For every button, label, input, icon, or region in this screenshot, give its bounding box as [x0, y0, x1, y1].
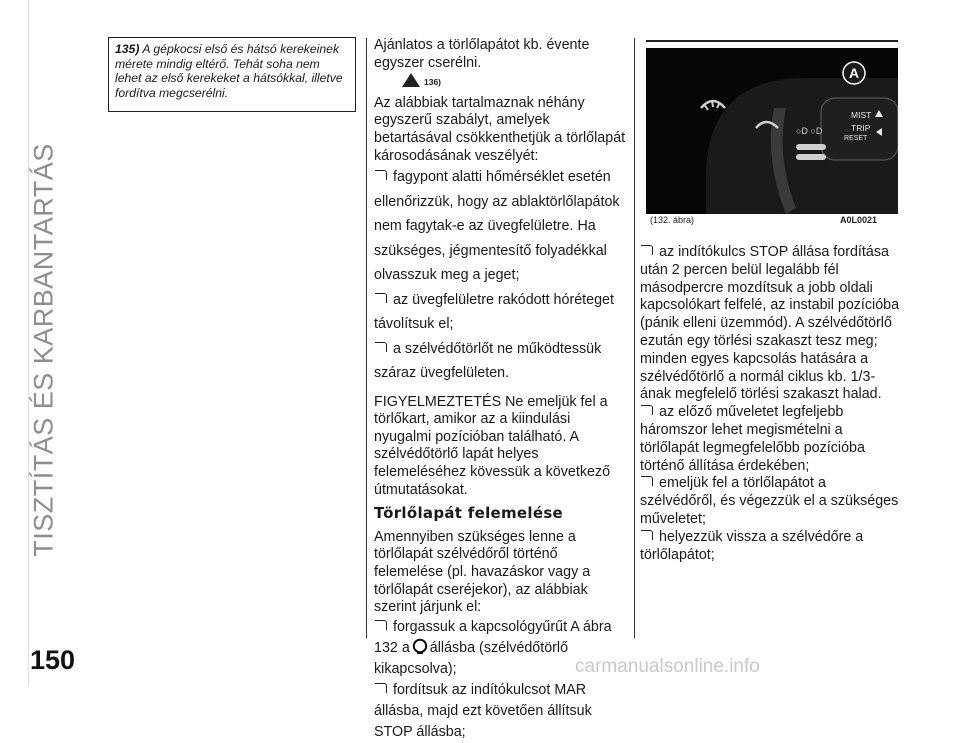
bullet-icon — [641, 405, 653, 415]
right-column — [640, 244, 902, 564]
note-ref: 135) — [115, 42, 140, 56]
bullet-icon — [375, 620, 387, 630]
bullet-icon — [375, 342, 387, 352]
list-item: az előző műveletet legfeljebb háromszor lehet megismételni a törlőlapát legmegfelelőbb pozícióba történő állítása érdekében; — [640, 404, 865, 474]
warning-paragraph: FIGYELMEZTETÉS Ne emeljük fel a törlőkart, amikor az a kiindulási nyugalmi pozícióban található. A szélvédőtörlő lapát helyes felemeléséhez kövessük a következő útmutatásokat. — [374, 393, 611, 498]
reset-label: RESET — [844, 135, 868, 142]
procedure-list — [374, 617, 629, 743]
procedure-paragraph: Amennyiben szükséges lenne a törlőlapát szélvédőről történő felemelése (pl. havazáskor vagy a törlőlapát cseréjekor), az alábbiak szerint járjunk el: — [374, 528, 591, 616]
trip-label: TRIP — [851, 123, 871, 133]
section-heading: Törlőlapát felemelése — [374, 504, 564, 523]
bullet-icon — [641, 530, 653, 540]
list-item: helyezzük vissza a szélvédőre a törlőlapátot; — [640, 528, 864, 563]
page-number: 150 — [30, 645, 76, 675]
ring-position-icon — [412, 638, 428, 654]
section-title: TISZTÍTÁS ÉS KARBANTARTÁS — [28, 143, 59, 557]
list-item: forgassuk a kapcsológyűrűt A ábra 132 a állásba (szélvédőtörlő kikapcsolva); — [374, 618, 612, 677]
list-item: emeljük fel a törlőlapátot a szélvédőről, és végezzük el a szükséges műveletet; — [640, 475, 899, 527]
note-text: A gépkocsi első és hátsó kerekeinek mérete mindig eltérő. Tehát soha nem lehet az első kerekeket a hátsókkal, illetve fordítva megcserélni. — [115, 42, 343, 100]
figure-caption: (132. ábra) — [650, 215, 695, 225]
wiper-stalk-illustration — [646, 48, 898, 214]
warning-ref: 136) — [374, 73, 629, 92]
bullet-icon — [641, 245, 653, 255]
bullet-icon — [641, 476, 653, 486]
bullet-icon — [375, 293, 387, 303]
figure-top-rule — [646, 40, 898, 42]
column-divider-1 — [366, 38, 367, 638]
bullet-icon — [375, 170, 387, 180]
warning-triangle-icon — [402, 73, 420, 87]
list-item: fordítsuk az indítókulcsot MAR állásba, majd ezt követően állítsuk STOP állásba; — [374, 681, 592, 740]
watermark: carmanualsonline.info — [575, 656, 760, 677]
mist-label: MIST — [851, 110, 872, 120]
list-item: az üvegfelületre rakódott hóréteget távolítsuk el; — [374, 291, 614, 333]
intro-paragraph: Ajánlatos a törlőlapátot kb. évente egyszer cserélni. — [374, 37, 590, 71]
figure-label-a: A — [848, 65, 860, 81]
wiper-stalk-image — [646, 48, 898, 214]
svg-text:○D ○D: ○D ○D — [796, 126, 823, 136]
list-item: fagypont alatti hőmérséklet esetén ellenőrizzük, hogy az ablaktörlőlapátok nem fagytak-e az üvegfelületre. Ha szükséges, jégmentesítő folyadékkal olvasszuk meg a jeget; — [374, 169, 620, 284]
list-item: az indítókulcs STOP állása fordítása után 2 percen belül legalább fél másodpercre mozdítsuk a jobb oldali kapcsolókart felfelé, az instabil pozícióba (pánik elleni üzemmód). A szélvédőtörlő ezután egy törlési szakaszt tesz meg; minden egyes kapcsolás hatására a szélvédőtörlő a normál ciklus kb. 1/3-ának megfelelő törlési szakaszt halad. — [640, 244, 900, 403]
list-item: a szélvédőtörlőt ne működtessük száraz üvegfelületen. — [374, 340, 602, 382]
column-divider-2 — [634, 38, 635, 638]
figure-code: A0L0021 — [840, 215, 878, 225]
rules-list — [374, 165, 629, 386]
note-box — [108, 37, 356, 112]
figure-132 — [646, 40, 898, 230]
middle-column — [374, 37, 629, 743]
rules-paragraph: Az alábbiak tartalmaznak néhány egyszerű szabályt, amelyek betartásával csökkenthetjük a törlőlapát károsodásának veszélyét: — [374, 94, 626, 164]
bullet-icon — [375, 683, 387, 693]
